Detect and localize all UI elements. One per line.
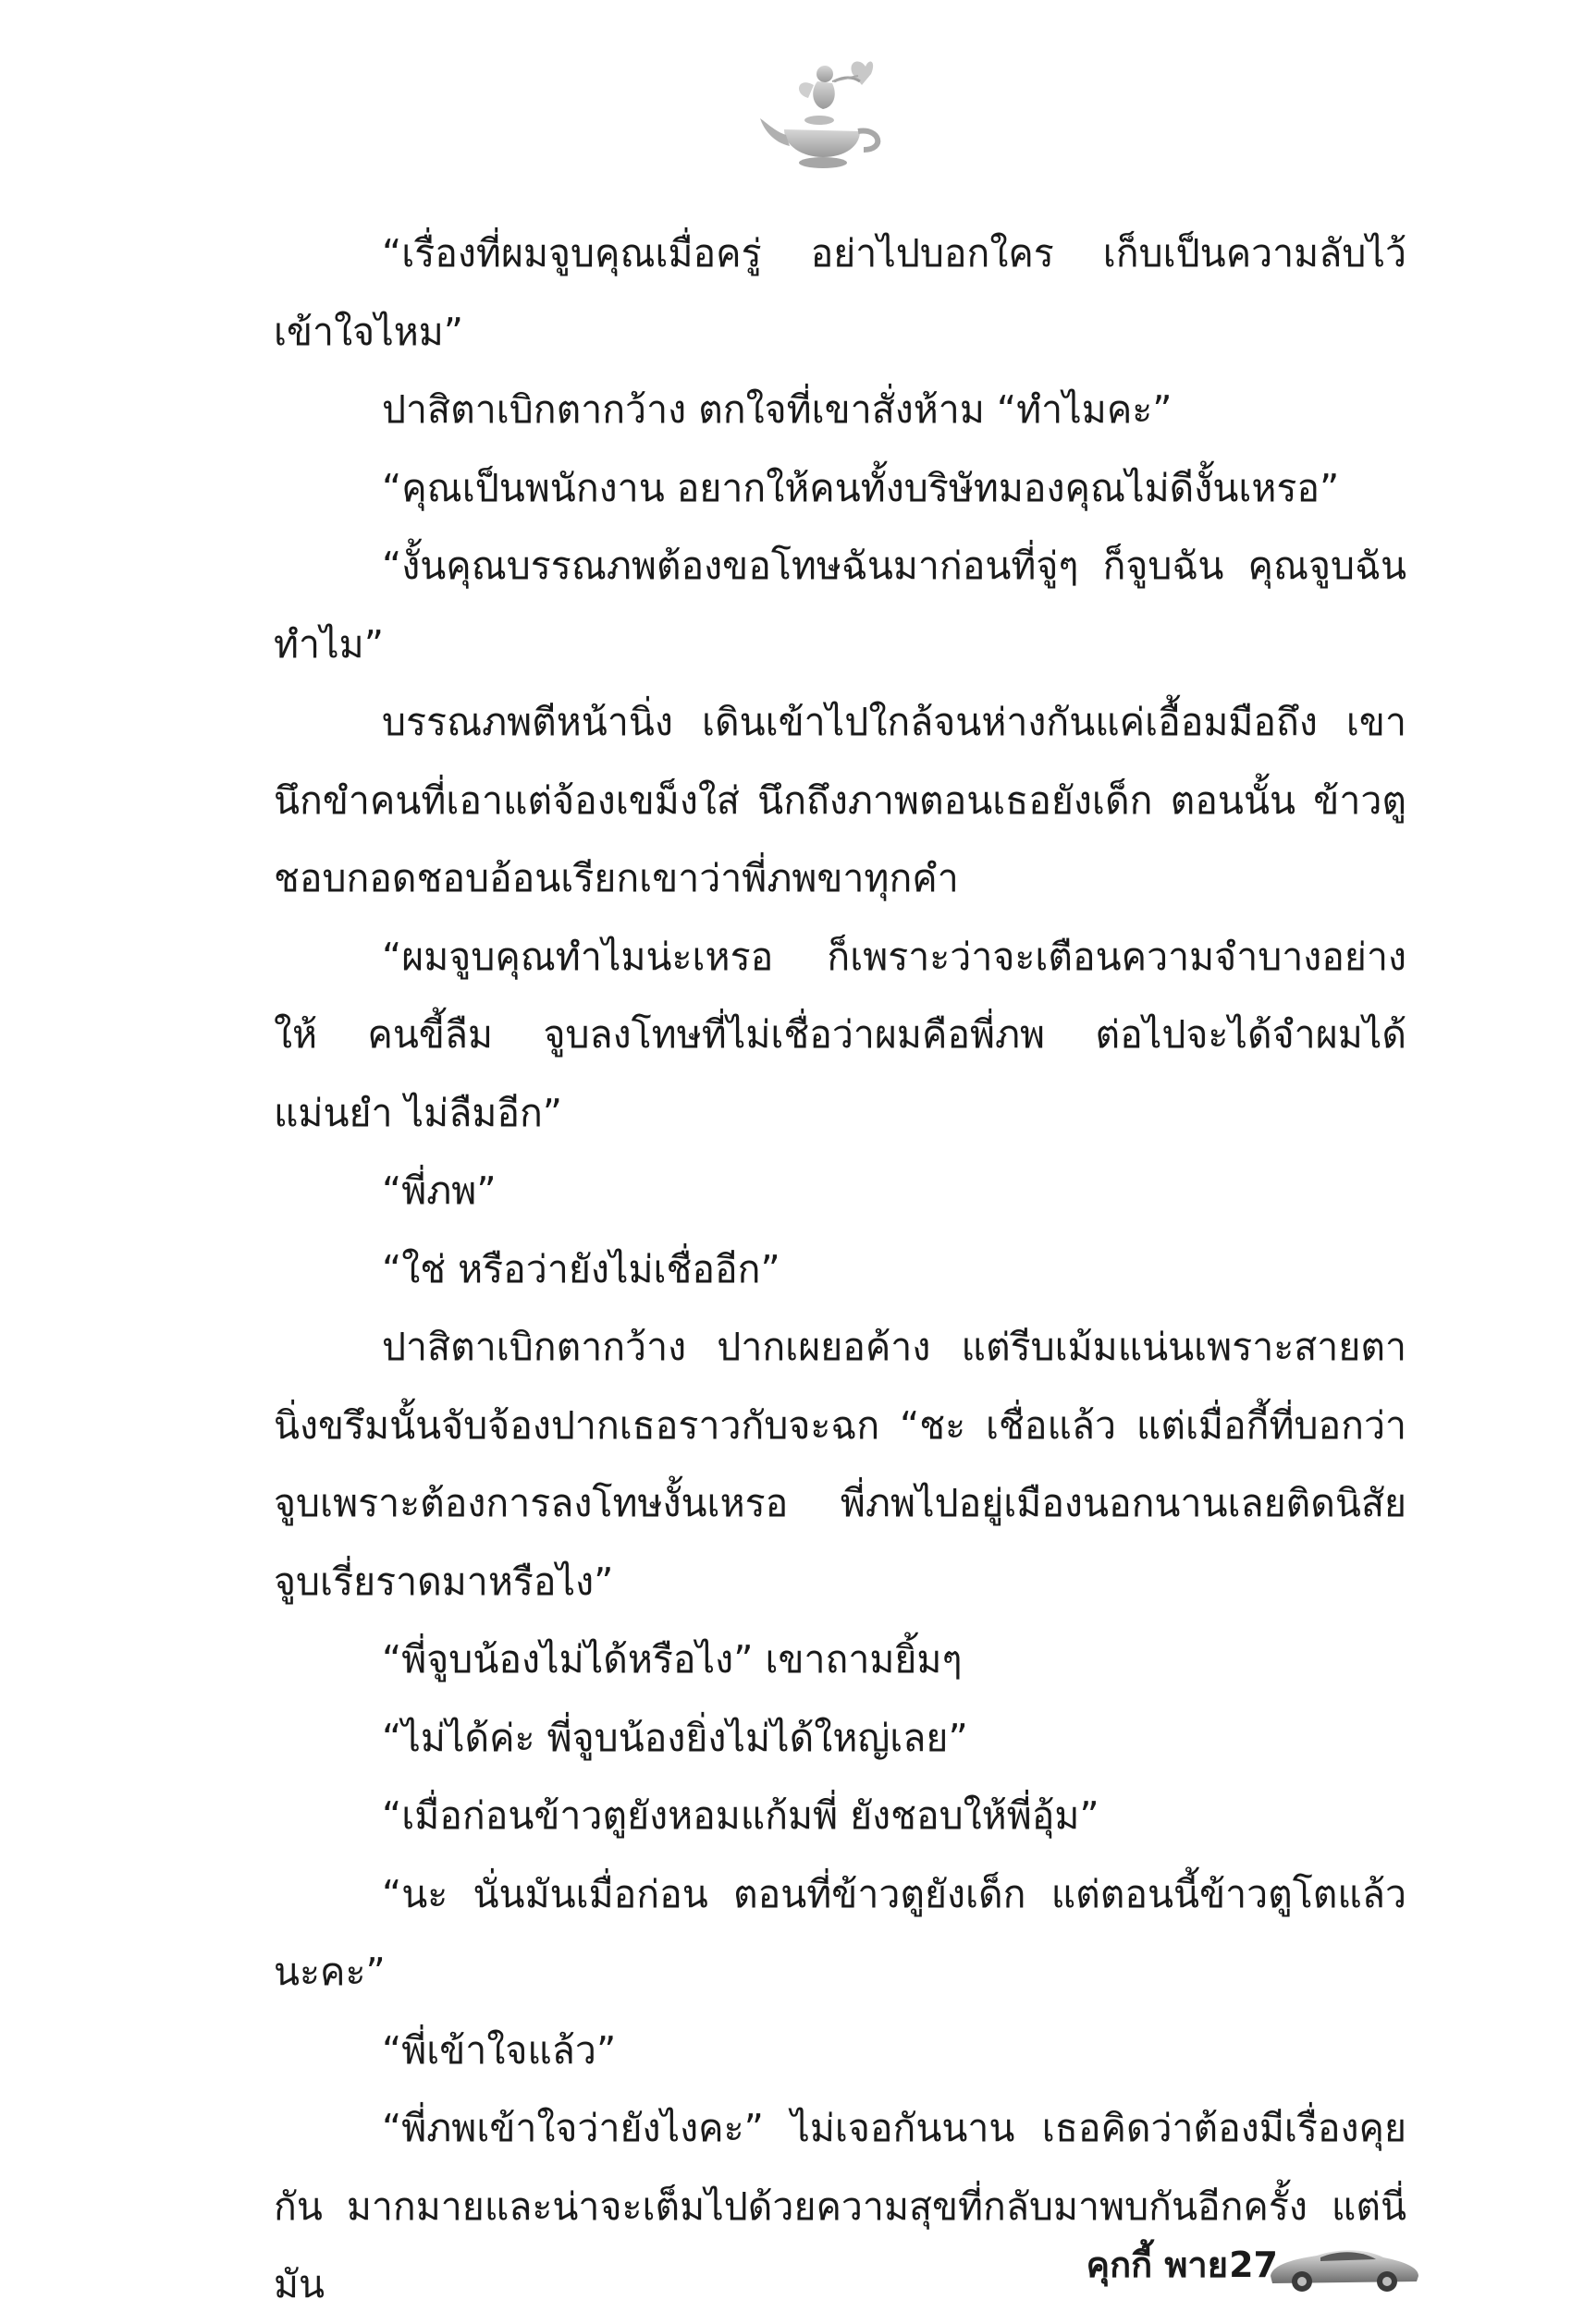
book-title: คุกกี้ พาย xyxy=(1086,2244,1228,2285)
paragraph: “พี่ภพเข้าใจว่ายังไงคะ” ไม่เจอกันนาน เธอคิดว่าต้องมีเรื่องคุยกัน มากมายและน่าจะเต็มไปด้วยความสุขที่กลับมาพบกันอีกครั้ง แต่นี่มัน xyxy=(274,2106,1406,2306)
paragraph: ปาสิตาเบิกตากว้าง ตกใจที่เขาสั่งห้าม “ทำไมคะ” xyxy=(382,387,1173,432)
body-text xyxy=(274,214,1406,2324)
paragraph: บรรณภพตีหน้านิ่ง เดินเข้าไปใกล้จนห่างกันแค่เอื้อมมือถึง เขานึกขำคนที่เอาแต่จ้องเขม็งใส่ นึกถึงภาพตอนเธอยังเด็ก ตอนนั้น ข้าวตูชอบกอดชอบอ้อนเรียกเขาว่าพี่ภพขาทุกคำ xyxy=(274,700,1406,900)
paragraph: “พี่เข้าใจแล้ว” xyxy=(382,2027,617,2073)
paragraph: “ไม่ได้ค่ะ พี่จูบน้องยิ่งไม่ได้ใหญ่เลย” xyxy=(382,1715,968,1760)
paragraph: “คุณเป็นพนักงาน อยากให้คนทั้งบริษัทมองคุณไม่ดีงั้นเหรอ” xyxy=(382,465,1340,510)
page-number: 27 xyxy=(1229,2244,1278,2285)
cupid-teapot-ornament-icon xyxy=(756,54,895,174)
paragraph: “เมื่อก่อนข้าวตูยังหอมแก้มพี่ ยังชอบให้พี่อุ้ม” xyxy=(382,1793,1099,1838)
paragraph: “เรื่องที่ผมจูบคุณเมื่อครู่ อย่าไปบอกใคร เก็บเป็นความลับไว้ เข้าใจไหม” xyxy=(274,231,1406,354)
paragraph: “พี่จูบน้องไม่ได้หรือไง” เขาถามยิ้มๆ xyxy=(382,1637,963,1682)
paragraph: “ใช่ หรือว่ายังไม่เชื่ออีก” xyxy=(382,1246,780,1291)
paragraph: “นะ นั่นมันเมื่อก่อน ตอนที่ข้าวตูยังเด็ก แต่ตอนนี้ข้าวตูโตแล้ว นะคะ” xyxy=(274,1871,1406,1994)
paragraph: “ผมจูบคุณทำไมน่ะเหรอ ก็เพราะว่าจะเตือนความจำบางอย่างให้ คนขี้ลืม จูบลงโทษที่ไม่เชื่อว่าผมคือพี่ภพ ต่อไปจะได้จำผมได้แม่นยำ ไม่ลืมอีก” xyxy=(274,934,1406,1135)
paragraph: ปาสิตาเบิกตากว้าง ปากเผยอค้าง แต่รีบเม้มแน่นเพราะสายตา นิ่งขรึมนั้นจับจ้องปากเธอราวกับจะฉก “ชะ เชื่อแล้ว แต่เมื่อกี้ที่บอกว่า จูบเพราะต้องการลงโทษงั้นเหรอ พี่ภพไปอยู่เมืองนอกนานเลยติดนิสัย จูบเรี่ยราดมาหรือไง” xyxy=(274,1325,1406,1604)
sports-car-icon xyxy=(1265,2239,1424,2296)
paragraph: “พี่ภพ” xyxy=(382,1168,497,1213)
paragraph: “งั้นคุณบรรณภพต้องขอโทษฉันมาก่อนที่จู่ๆ ก็จูบฉัน คุณจูบฉัน ทำไม” xyxy=(274,544,1406,667)
